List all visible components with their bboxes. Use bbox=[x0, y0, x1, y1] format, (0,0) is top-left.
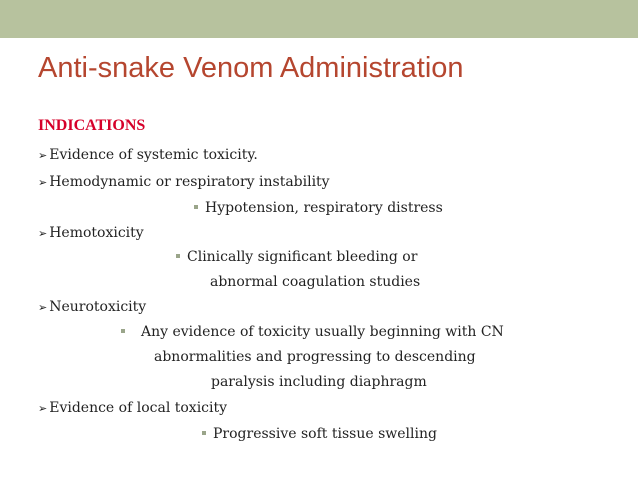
sub-bullet-text: Hypotension, respiratory distress bbox=[205, 200, 443, 216]
square-bullet-icon bbox=[194, 205, 198, 209]
bullet-item bbox=[38, 224, 144, 243]
arrow-bullet-icon: ➢ bbox=[38, 402, 48, 415]
bullet-item bbox=[38, 173, 330, 192]
sub-bullet-text: Any evidence of toxicity usually beginning with CN bbox=[141, 324, 504, 340]
arrow-bullet-icon: ➢ bbox=[38, 301, 48, 314]
square-bullet-icon bbox=[121, 329, 125, 333]
bullet-text: Hemotoxicity bbox=[49, 225, 144, 241]
arrow-bullet-icon: ➢ bbox=[38, 149, 48, 162]
slide-title: Anti-snake Venom Administration bbox=[38, 52, 464, 84]
bullet-text: Neurotoxicity bbox=[49, 299, 147, 315]
sub-bullet-item bbox=[194, 199, 443, 217]
sub-bullet-item bbox=[202, 425, 437, 443]
square-bullet-icon bbox=[202, 431, 206, 435]
arrow-bullet-icon: ➢ bbox=[38, 227, 48, 240]
square-bullet-icon bbox=[176, 254, 180, 258]
sub-bullet-text: Progressive soft tissue swelling bbox=[213, 426, 437, 442]
sub-bullet-text: Clinically significant bleeding or bbox=[187, 249, 418, 265]
sub-bullet-continuation: abnormalities and progressing to descending bbox=[154, 349, 476, 365]
sub-bullet-item bbox=[176, 248, 417, 266]
section-heading: INDICATIONS bbox=[38, 117, 146, 134]
bullet-item bbox=[38, 298, 146, 317]
sub-bullet-continuation: abnormal coagulation studies bbox=[210, 274, 421, 290]
sub-bullet-item bbox=[121, 323, 504, 341]
bullet-text: Evidence of systemic toxicity. bbox=[49, 147, 258, 163]
bullet-text: Evidence of local toxicity bbox=[49, 400, 228, 416]
sub-bullet-continuation: paralysis including diaphragm bbox=[211, 374, 427, 390]
bullet-item bbox=[38, 399, 227, 418]
arrow-bullet-icon: ➢ bbox=[38, 176, 48, 189]
bullet-item bbox=[38, 146, 258, 165]
bullet-text: Hemodynamic or respiratory instability bbox=[49, 174, 330, 190]
